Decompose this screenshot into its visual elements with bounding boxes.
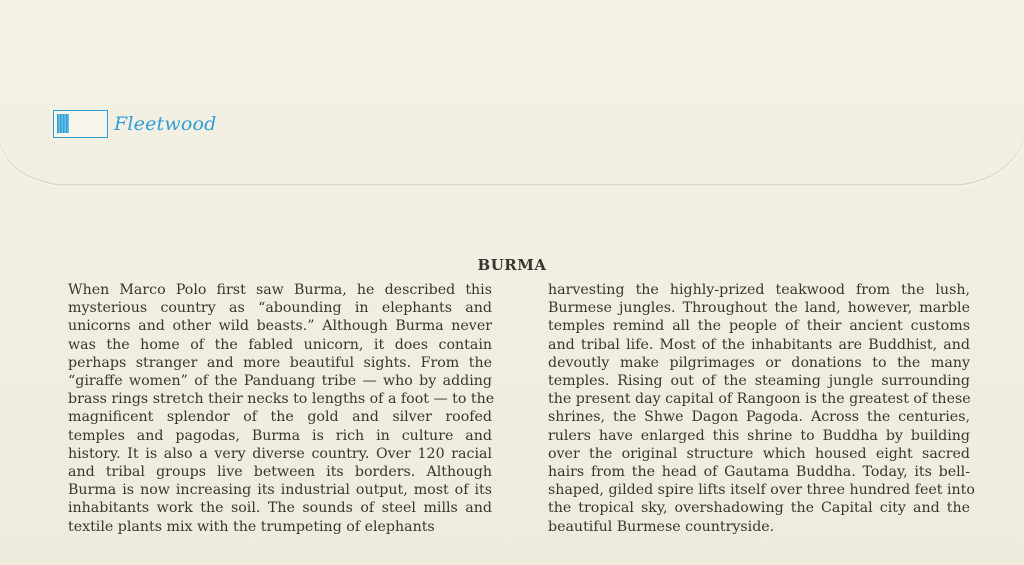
text-line: the present day capital of Rangoon is the greatest of these (548, 391, 971, 408)
text-line: unicorns and other wild beasts.” Although Burma never (68, 318, 492, 335)
text-line: inhabitants work the soil. The sounds of steel mills and (68, 500, 492, 517)
text-line: rulers have enlarged this shrine to Buddha by building (548, 427, 970, 444)
right-text-column (548, 281, 975, 536)
page-title: BURMA (477, 256, 547, 274)
text-line: magnificent splendor of the gold and silver roofed (68, 409, 492, 426)
text-line: history. It is also a very diverse country. Over 120 racial (68, 445, 492, 462)
text-line: harvesting the highly-prized teakwood from the lush, (548, 282, 970, 298)
text-line: and tribal life. Most of the inhabitants are Buddhist, and (548, 336, 970, 353)
text-line: and tribal groups live between its borders. Although (68, 464, 492, 481)
text-line: mysterious country as “abounding in elephants and (68, 300, 492, 317)
text-line: Burma is now increasing its industrial output, most of its (68, 482, 492, 499)
text-line: brass rings stretch their necks to lengths of a foot — to the (68, 391, 495, 408)
text-line: shaped, gilded spire lifts itself over three hundred feet into (548, 482, 975, 499)
text-line: temples. Rising out of the steaming jungle surrounding (548, 373, 970, 390)
text-line: was the home of the fabled unicorn, it does contain (68, 336, 492, 353)
left-text-column (68, 281, 495, 536)
text-line: over the original structure which housed eight sacred (548, 445, 970, 462)
text-line: textile plants mix with the trumpeting of elephants (68, 518, 435, 535)
text-line: temples and pagodas, Burma is rich in culture and (68, 427, 492, 444)
logo-mark-icon (53, 110, 108, 138)
text-line: hairs from the head of Gautama Buddha. Today, its bell- (548, 464, 970, 481)
text-line: temples remind all the people of their ancient customs (548, 318, 970, 335)
text-line: When Marco Polo first saw Burma, he described this (68, 282, 492, 298)
text-line: Burmese jungles. Throughout the land, however, marble (548, 300, 970, 317)
text-line: “giraffe women” of the Panduang tribe — who by adding (68, 373, 492, 390)
logo-text: Fleetwood (114, 113, 217, 135)
text-line: beautiful Burmese countryside. (548, 518, 775, 535)
text-line: the tropical sky, overshadowing the Capital city and the (548, 500, 970, 517)
fleetwood-logo (53, 108, 217, 140)
text-line: shrines, the Shwe Dagon Pagoda. Across the centuries, (548, 409, 970, 426)
envelope-flap-edge (0, 0, 1024, 200)
text-line: devoutly make pilgrimages or donations to the many (548, 354, 970, 371)
text-line: perhaps stranger and more beautiful sights. From the (68, 354, 492, 371)
